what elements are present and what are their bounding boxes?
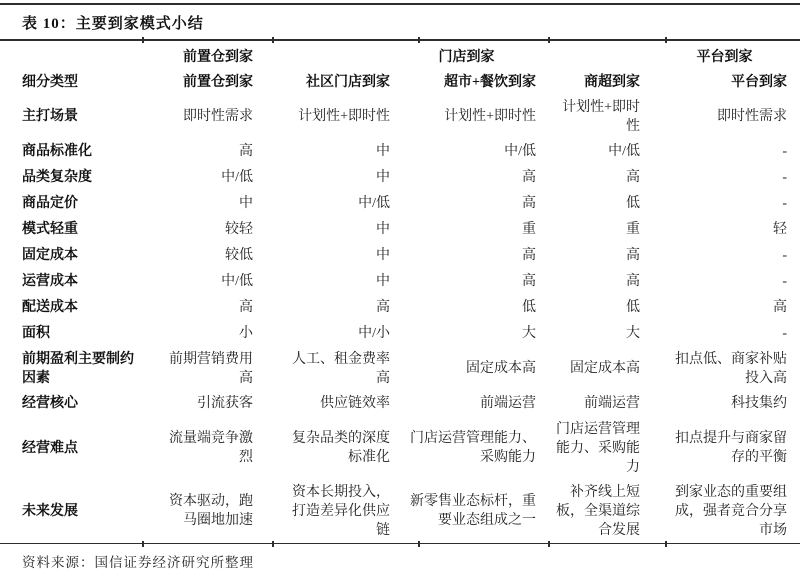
table-cell: 中 [376, 274, 390, 289]
table-title: 表 10：主要到家模式小结 [22, 16, 204, 32]
table-cell: 较低 [225, 248, 253, 263]
table-cell: 扣点提升与商家留存的平衡 [675, 431, 787, 465]
group-header-pingtai: 平台到家 [696, 49, 753, 65]
table-cell: 科技集约 [731, 396, 787, 411]
table-cell: 小 [239, 326, 253, 341]
group-header-spacer [18, 54, 140, 60]
table-cell: - [782, 170, 787, 185]
table-cell: 门店运营管理能力、采购能力 [556, 421, 640, 475]
table-cell: 引流获客 [197, 396, 253, 411]
table-cell: 中/小 [358, 326, 390, 341]
table-cell: 计划性+即时性 [444, 109, 536, 124]
table-cell: 即时性需求 [717, 109, 787, 124]
table-cell: - [782, 196, 787, 211]
table-cell: 复杂品类的深度标准化 [292, 431, 390, 465]
table-cell: 重 [522, 222, 536, 237]
table-cell: 大 [522, 326, 536, 341]
column-tick [665, 541, 667, 547]
row-label: 模式轻重 [22, 222, 78, 237]
table-cell: 中/低 [358, 196, 390, 211]
column-header: 细分类型 [22, 74, 78, 90]
table-cell: 到家业态的重要组成，强者竞合分享市场 [675, 484, 787, 538]
table-row [18, 217, 791, 243]
table-cell: - [782, 144, 787, 159]
table-cell: 扣点低、商家补贴投入高 [675, 351, 787, 386]
table-cell: 高 [626, 248, 640, 263]
table-cell: 资本长期投入，打造差异化供应链 [292, 484, 390, 538]
row-label: 经营核心 [22, 396, 78, 411]
table-row [18, 347, 791, 391]
table-row [18, 243, 791, 269]
column-tick [142, 541, 144, 547]
column-tick [418, 37, 420, 43]
table-row [18, 95, 791, 139]
table-cell: 中 [376, 222, 390, 237]
table-cell: 低 [522, 300, 536, 315]
row-label: 前期盈利主要制约因素 [22, 351, 134, 386]
table-cell: 前期营销费用高 [169, 351, 253, 386]
group-header-qianzhicang: 前置仓到家 [183, 49, 253, 65]
table-cell: 固定成本高 [466, 361, 536, 376]
table-cell: 中 [376, 248, 390, 263]
top-rule [0, 3, 800, 5]
table-cell: 流量端竞争激烈 [169, 431, 253, 465]
table-cell: 轻 [773, 222, 787, 237]
row-label: 固定成本 [22, 248, 78, 263]
table-cell: 人工、租金费率高 [292, 351, 390, 386]
table-cell: 门店运营管理能力、采购能力 [410, 431, 536, 465]
table-row [18, 139, 791, 165]
column-header: 平台到家 [731, 74, 787, 90]
table-cell: 计划性+即时性 [562, 99, 640, 134]
table-cell: 高 [522, 248, 536, 263]
table-cell: 高 [376, 300, 390, 315]
table-cell: 高 [522, 196, 536, 211]
column-header: 商超到家 [584, 74, 640, 90]
table-cell: 供应链效率 [320, 396, 390, 411]
row-label: 运营成本 [22, 274, 78, 289]
table-cell: 中/低 [504, 144, 536, 159]
column-header: 社区门店到家 [306, 74, 390, 90]
source-note: 资料来源：国信证券经济研究所整理 [22, 555, 254, 570]
row-label: 配送成本 [22, 300, 78, 315]
table-cell: 较轻 [225, 222, 253, 237]
table-cell: 固定成本高 [570, 361, 640, 376]
table-cell: 前端运营 [480, 396, 536, 411]
column-tick [272, 37, 274, 43]
table-row [18, 191, 791, 217]
table-cell: 中 [376, 144, 390, 159]
column-tick [665, 37, 667, 43]
table-cell: 即时性需求 [183, 109, 253, 124]
row-label: 品类复杂度 [22, 170, 92, 185]
table-cell: 高 [239, 144, 253, 159]
table-cell: 中 [239, 196, 253, 211]
table-cell: 低 [626, 196, 640, 211]
table-cell: - [782, 248, 787, 263]
table-cell: 高 [773, 300, 787, 315]
table-row [18, 417, 791, 480]
table-cell: - [782, 274, 787, 289]
table-cell: 计划性+即时性 [298, 109, 390, 124]
column-tick [548, 37, 550, 43]
table-row [18, 295, 791, 321]
table-cell: 中/低 [221, 274, 253, 289]
bottom-rule [0, 543, 800, 545]
table-cell: 中/低 [221, 170, 253, 185]
column-tick [548, 541, 550, 547]
row-label: 面积 [22, 326, 50, 341]
header-rule [0, 39, 800, 41]
table-row [18, 480, 791, 543]
table-row [18, 165, 791, 191]
table-row [18, 269, 791, 295]
row-label: 商品标准化 [22, 144, 92, 159]
column-header: 超市+餐饮到家 [444, 74, 536, 90]
table-cell: 中/低 [608, 144, 640, 159]
row-label: 主打场景 [22, 109, 78, 124]
table-row [18, 321, 791, 347]
group-header-row [18, 41, 791, 70]
table-cell: 高 [626, 170, 640, 185]
table-cell: 大 [626, 326, 640, 341]
summary-table [18, 41, 791, 543]
column-header-row [18, 70, 791, 95]
row-label: 经营难点 [22, 440, 78, 456]
table-cell: 低 [626, 300, 640, 315]
column-tick [272, 541, 274, 547]
table-cell: 重 [626, 222, 640, 237]
table-cell: 高 [239, 300, 253, 315]
table-cell: 新零售业态标杆，重要业态组成之一 [410, 494, 536, 528]
group-header-mendian: 门店到家 [438, 49, 495, 65]
table-cell: 中 [376, 170, 390, 185]
table-cell: - [782, 326, 787, 341]
table-cell: 前端运营 [584, 396, 640, 411]
table-row [18, 391, 791, 417]
table-cell: 高 [626, 274, 640, 289]
column-header: 前置仓到家 [183, 74, 253, 90]
column-tick [418, 541, 420, 547]
column-tick [142, 37, 144, 43]
table-cell: 高 [522, 170, 536, 185]
row-label: 未来发展 [22, 503, 78, 519]
row-label: 商品定价 [22, 196, 78, 211]
table-cell: 高 [522, 274, 536, 289]
table-cell: 资本驱动，跑马圈地加速 [169, 494, 253, 528]
table-cell: 补齐线上短板，全渠道综合发展 [556, 484, 640, 538]
